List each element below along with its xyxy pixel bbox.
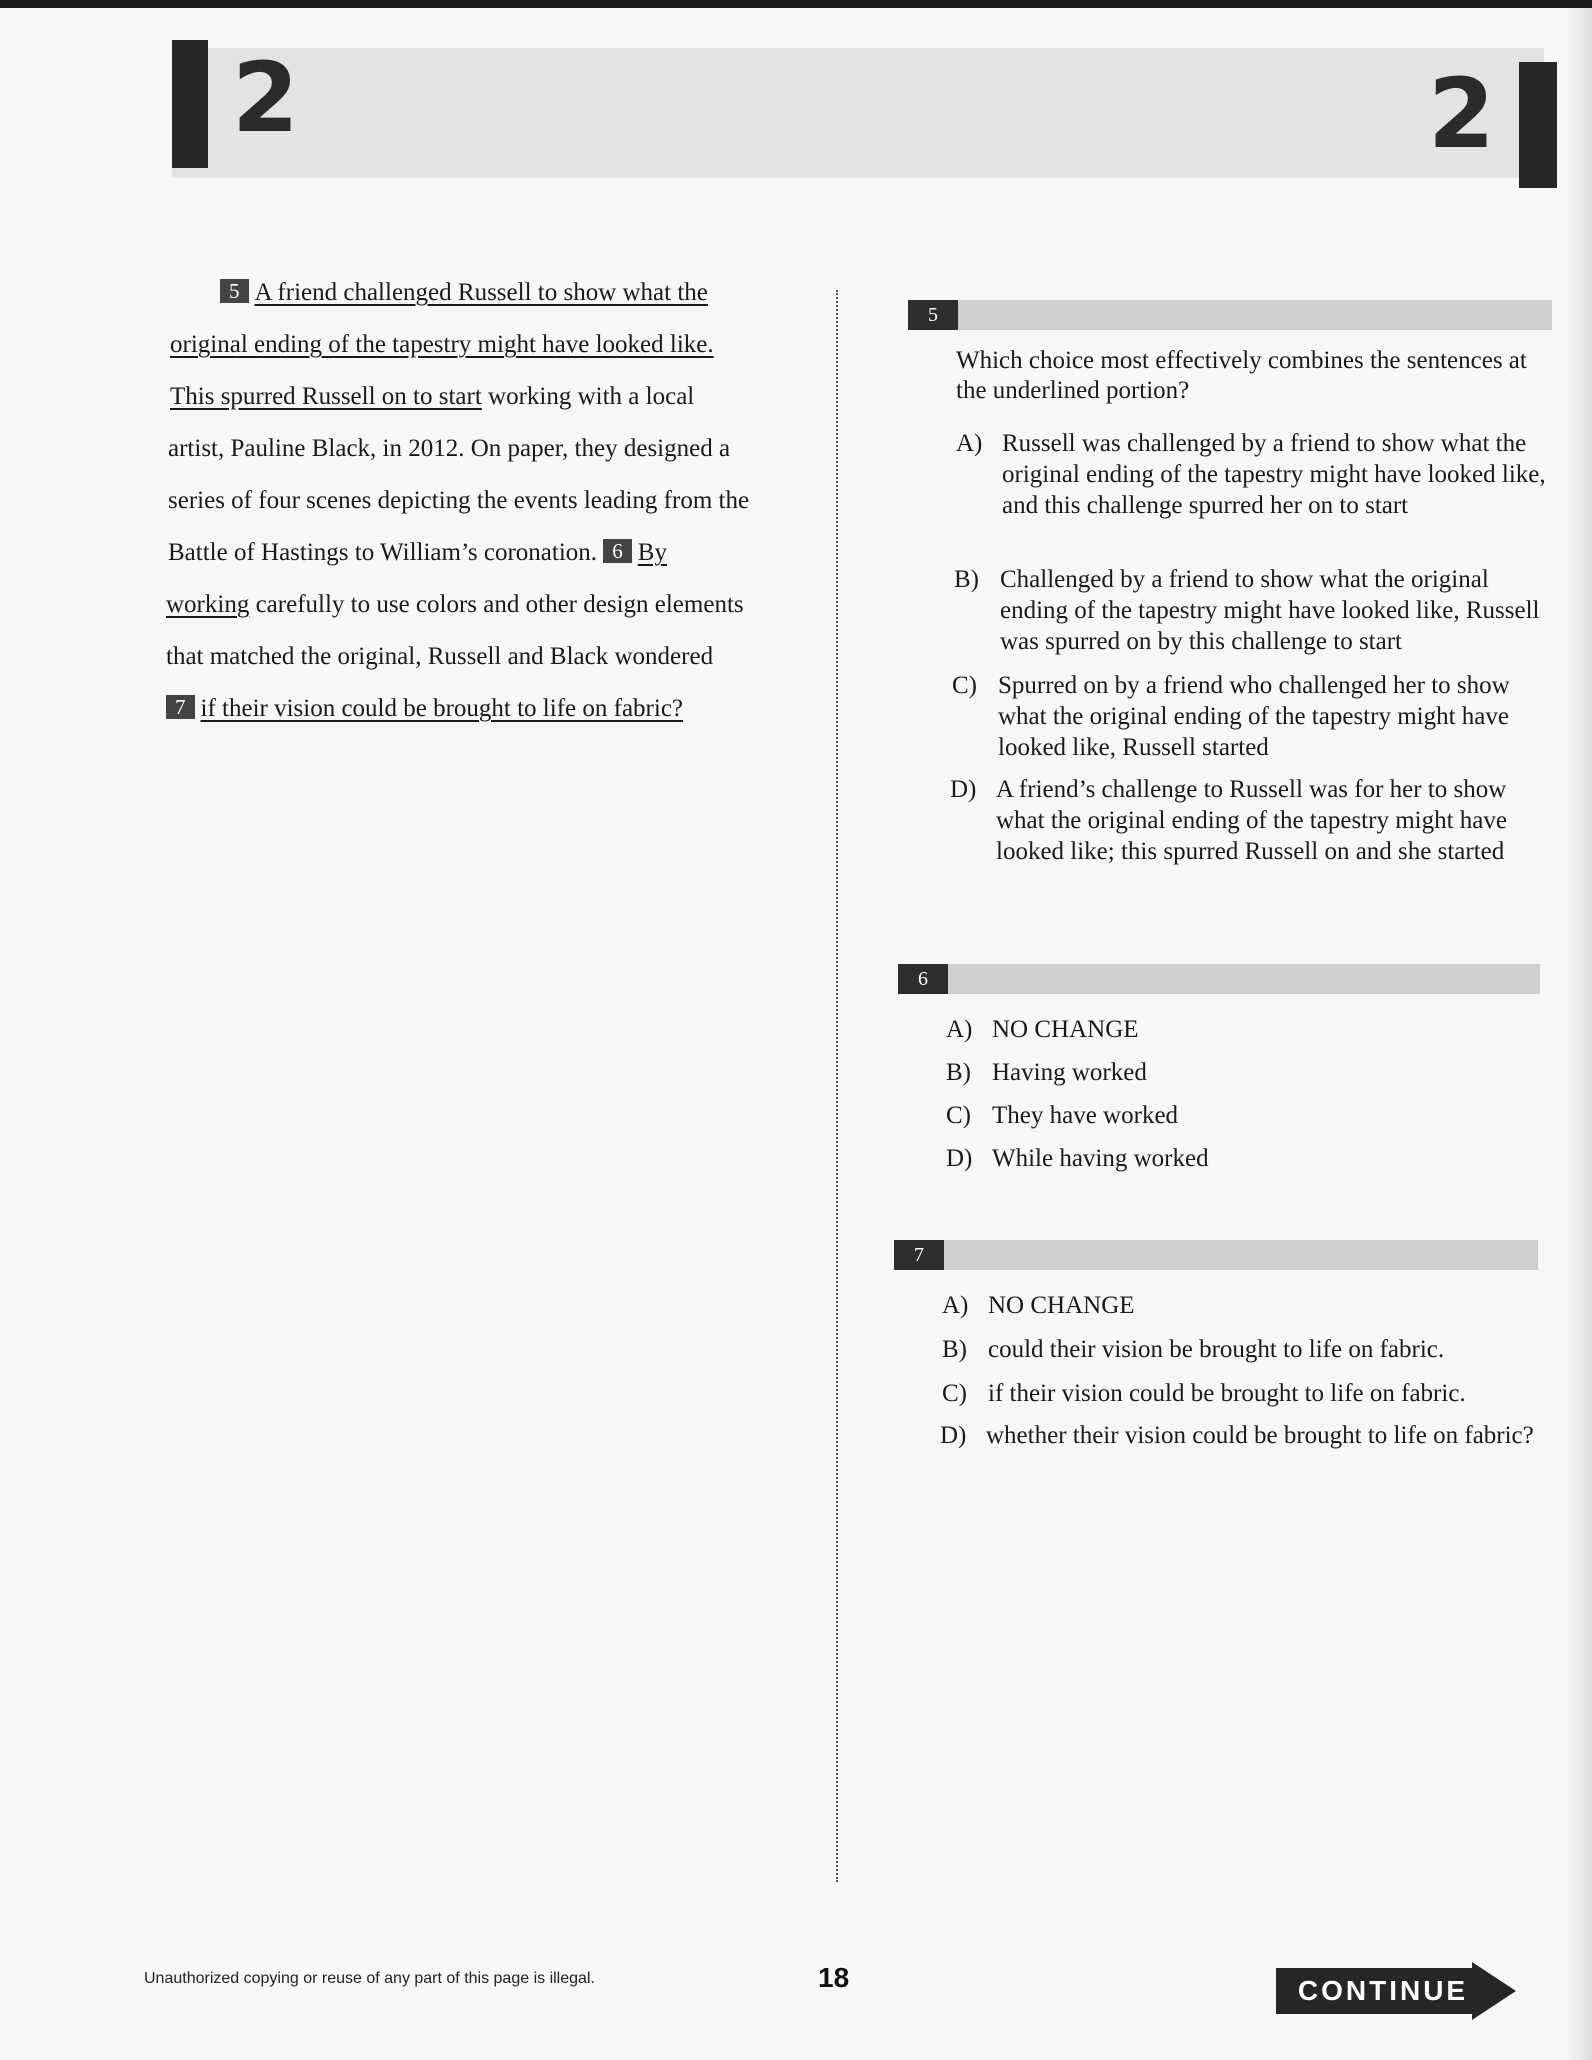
question-marker[interactable]: 5	[220, 279, 249, 303]
choice-letter: A)	[946, 1016, 973, 1043]
answer-choice-6c[interactable]	[946, 1100, 1446, 1131]
choice-letter: A)	[942, 1292, 969, 1319]
passage-line	[170, 330, 714, 360]
passage-text: Battle of Hastings to William’s coronation.	[168, 539, 604, 566]
section-header-bar	[172, 42, 1544, 178]
top-rule	[0, 0, 1592, 8]
copyright-notice: Unauthorized copying or reuse of any part of this page is illegal.	[144, 1970, 595, 1987]
question-header-7	[894, 1240, 1538, 1270]
choice-letter: A)	[956, 430, 983, 457]
passage-line	[220, 278, 708, 308]
section-number-left: 2	[232, 42, 299, 154]
answer-choice-5d[interactable]	[950, 774, 1564, 898]
question-number: 7	[894, 1240, 944, 1270]
choice-text: Russell was challenged by a friend to show what the original ending of the tapestry might have looked like, and this challenge spurred her on to start	[1002, 430, 1546, 519]
underlined-portion: A friend challenged Russell to show what the	[254, 279, 708, 306]
answer-choice-5b[interactable]	[954, 564, 1566, 660]
underlined-portion: if their vision could be brought to life on fabric?	[200, 695, 684, 722]
choice-text: Having worked	[992, 1059, 1147, 1086]
passage-line: series of four scenes depicting the events leading from the	[168, 487, 750, 514]
answer-choice-7b[interactable]	[942, 1334, 1542, 1365]
answer-choice-6d[interactable]	[946, 1143, 1446, 1174]
choice-text: A friend’s challenge to Russell was for her to show what the original ending of the tapestry might have looked like; this spurred Russell on and she started	[996, 776, 1507, 865]
underlined-portion: original ending of the tapestry might have looked like.	[170, 331, 714, 358]
choice-text: whether their vision could be brought to life on fabric?	[986, 1422, 1534, 1449]
passage-line	[170, 382, 694, 412]
passage-text: carefully to use colors and other design elements	[249, 591, 744, 618]
passage-line	[166, 590, 744, 620]
section-number-right: 2	[1428, 58, 1495, 170]
choice-text: if their vision could be brought to life on fabric.	[988, 1380, 1466, 1407]
question-marker[interactable]: 7	[166, 695, 195, 719]
question-number: 6	[898, 964, 948, 994]
answer-choice-6b[interactable]	[946, 1057, 1446, 1088]
choice-text: NO CHANGE	[992, 1016, 1139, 1043]
page-edge-shadow	[1566, 0, 1592, 2060]
question-stem: Which choice most effectively combines the sentences at the underlined portion?	[956, 347, 1527, 404]
section-marker-left	[172, 40, 208, 168]
choice-letter: C)	[942, 1380, 967, 1407]
choice-letter: C)	[952, 672, 977, 699]
answer-choice-7a[interactable]	[942, 1290, 1542, 1321]
choice-letter: D)	[940, 1422, 967, 1449]
underlined-portion: working	[166, 591, 250, 618]
question-header-6	[898, 964, 1540, 994]
question-header-5	[908, 300, 1552, 330]
question-number: 5	[908, 300, 958, 330]
choice-text: Spurred on by a friend who challenged her to show what the original ending of the tapestry might have looked like, Russell started	[998, 672, 1510, 761]
passage-line: that matched the original, Russell and Black wondered	[166, 643, 714, 670]
choice-letter: B)	[954, 566, 979, 593]
continue-button[interactable]	[1276, 1962, 1520, 2022]
passage-line	[166, 694, 683, 724]
section-marker-right	[1519, 62, 1557, 188]
answer-choice-7d[interactable]	[940, 1420, 1540, 1482]
passage-line	[168, 538, 667, 568]
choice-letter: B)	[942, 1336, 967, 1363]
choice-text: could their vision be brought to life on fabric.	[988, 1336, 1445, 1363]
page-number: 18	[818, 1962, 850, 1993]
underlined-portion: This spurred Russell on to start	[170, 383, 482, 410]
question-marker[interactable]: 6	[603, 539, 632, 563]
choice-text: NO CHANGE	[988, 1292, 1135, 1319]
answer-choice-7c[interactable]	[942, 1378, 1542, 1409]
answer-choice-6a[interactable]	[946, 1014, 1446, 1045]
choice-letter: C)	[946, 1102, 971, 1129]
answer-choice-5c[interactable]	[952, 670, 1564, 766]
choice-letter: D)	[950, 776, 977, 803]
answer-choice-5a[interactable]	[956, 428, 1566, 552]
column-divider	[836, 290, 838, 1882]
choice-text: While having worked	[992, 1145, 1209, 1172]
continue-label: CONTINUE	[1297, 1975, 1469, 2006]
passage-text: working with a local	[481, 383, 695, 410]
choice-text: Challenged by a friend to show what the original ending of the tapestry might have looked like, Russell was spurred on by this challenge to start	[1000, 566, 1540, 655]
passage-line: artist, Pauline Black, in 2012. On paper, they designed a	[168, 435, 731, 462]
choice-letter: B)	[946, 1059, 971, 1086]
choice-letter: D)	[946, 1145, 973, 1172]
underlined-portion: By	[637, 539, 667, 566]
choice-text: They have worked	[992, 1102, 1179, 1129]
